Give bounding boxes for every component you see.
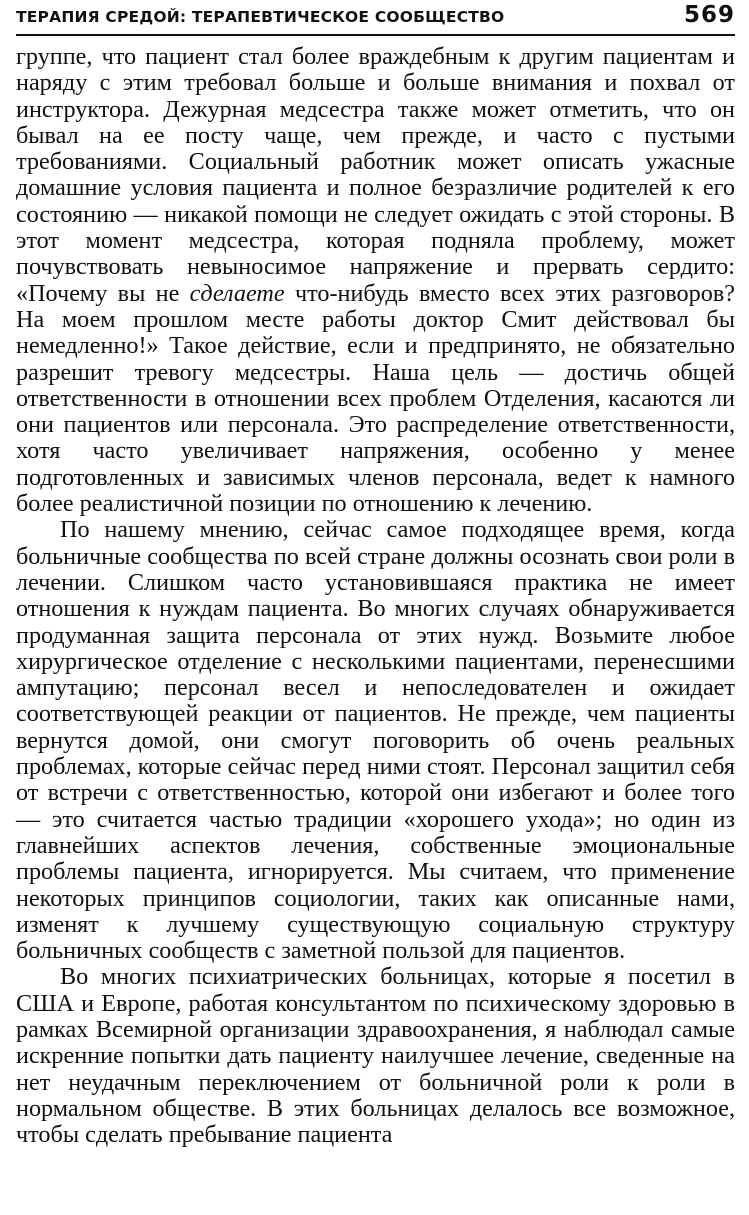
- paragraph-text: что-нибудь вместо всех этих разговоров? На моем прошлом месте работы доктор Смит действовал бы немедленно!» Такое действие, если и предпринято, не обязательно разрешит тревогу медсестры. Наша цель — достичь общей ответственности в отношении всех проблем Отделения, касаются ли они пациентов или персонала. Это распределение ответственности, хотя часто увеличивает напряжения, особенно у менее подготовленных и зависимых членов персонала, ведет к намного более реалистичной позиции по отношению к лечению.: [16, 279, 735, 518]
- body-text: [16, 44, 735, 1148]
- page-number: 569: [683, 2, 735, 28]
- paragraph-text: Во многих психиатрических больницах, которые я посетил в США и Европе, работая консультантом по психическому здоровью в рамках Всемирной организации здравоохранения, я наблюдал самые искренние попытки дать пациенту наилучшее лечение, сведенные на нет неудачным переключением от больничной роли к роли в нормальном обществе. В этих больницах делалось все возможное, чтобы сделать пребывание пациента: [16, 963, 735, 1149]
- running-title: ТЕРАПИЯ СРЕДОЙ: ТЕРАПЕВТИЧЕСКОЕ СООБЩЕСТВО: [16, 8, 505, 26]
- paragraph-text: По нашему мнению, сейчас самое подходящее время, когда больничные сообщества по всей стране должны осознать свои роли в лечении. Слишком часто установившаяся практика не имеет отношения к нуждам пациента. Во многих случаях обнаруживается продуманная защита персонала от этих нужд. Возьмите любое хирургическое отделение с несколькими пациентами, перенесшими ампутацию; персонал весел и непоследователен и ожидает соответствующей реакции от пациентов. Не прежде, чем пациенты вернутся домой, они смогут поговорить об очень реальных проблемах, которые сейчас перед ними стоят. Персонал защитил себя от встречи с ответственностью, которой они избегают и более того — это считается частью традиции «хорошего ухода»; но один из главнейших аспектов лечения, собственные эмоциональные проблемы пациента, игнорируется. Мы считаем, что применение некоторых принципов социологии, таких как описанные нами, изменят к лучшему существующую социальную структуру больничных сообществ с заметной пользой для пациентов.: [16, 516, 735, 965]
- running-header: [16, 0, 735, 36]
- italic-emphasis: сделаете: [189, 279, 285, 307]
- paragraph: [16, 44, 735, 517]
- paragraph: [16, 964, 735, 1148]
- paragraph-text: группе, что пациент стал более враждебным к другим пациентам и наряду с этим требовал больше и больше внимания и похвал от инструктора. Дежурная медсестра также может отметить, что он бывал на ее посту чаще, чем прежде, и часто с пустыми требованиями. Социальный работник может описать ужасные домашние условия пациента и полное безразличие родителей к его состоянию — никакой помощи не следует ожидать с этой стороны. В этот момент медсестра, которая подняла проблему, может почувствовать невыносимое напряжение и прервать сердито: «Почему вы не: [16, 43, 735, 307]
- paragraph: [16, 517, 735, 964]
